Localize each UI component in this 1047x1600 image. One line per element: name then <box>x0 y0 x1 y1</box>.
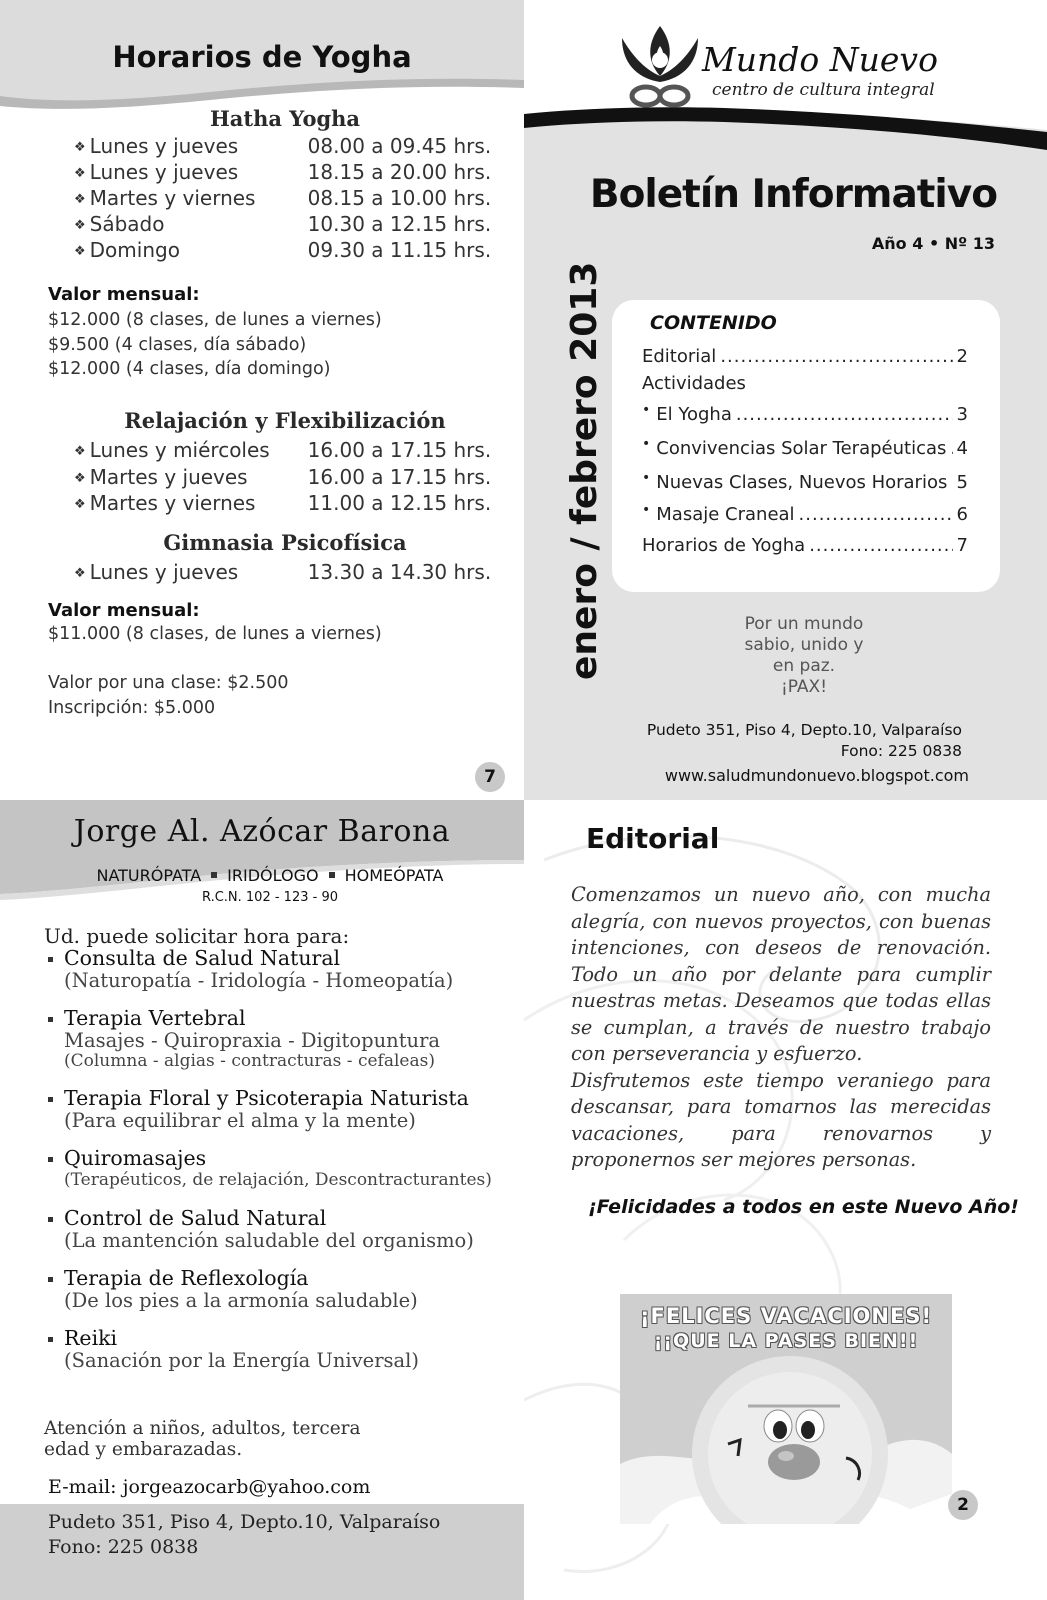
toc-page: 4 <box>956 438 968 459</box>
separator-icon <box>329 872 335 878</box>
service-title: Control de Salud Natural <box>48 1206 474 1230</box>
bullet-icon: • <box>642 402 651 418</box>
editorial-page <box>524 800 1047 1600</box>
contact-block <box>647 720 962 762</box>
diamond-bullet-icon: ❖ <box>74 166 86 181</box>
toc-label: Editorial <box>642 346 717 367</box>
profession-iridologo: IRIDÓLOGO <box>227 866 319 885</box>
toc-heading: CONTENIDO <box>650 312 777 334</box>
toc-entry[interactable] <box>642 504 968 525</box>
table-of-contents <box>612 300 1000 592</box>
bullet-icon: • <box>642 502 651 518</box>
brand-name: Mundo Nuevo <box>702 40 938 79</box>
issue-number: Año 4 • Nº 13 <box>871 234 995 253</box>
diamond-bullet-icon: ❖ <box>74 192 86 207</box>
toc-entry[interactable] <box>642 535 968 556</box>
diamond-bullet-icon: ❖ <box>74 497 86 512</box>
service-detail: (De los pies a la armonía saludable) <box>64 1289 418 1312</box>
service-item <box>48 1146 492 1191</box>
service-title: Reiki <box>48 1326 419 1350</box>
schedule-row <box>74 465 491 491</box>
schedule-day: Martes y viernes <box>89 186 256 210</box>
toc-entry[interactable] <box>642 404 968 425</box>
vacation-image <box>620 1294 952 1524</box>
schedule-time: 08.00 a 09.45 hrs. <box>307 134 492 158</box>
attention-note <box>44 1418 361 1460</box>
profession-naturopata: NATURÓPATA <box>96 866 202 885</box>
motto-line: Por un mundo <box>744 614 864 634</box>
registration-number: R.C.N. 102 - 123 - 90 <box>202 890 338 905</box>
motto-line: sabio, unido y <box>744 635 864 655</box>
page-number-2: 2 <box>948 1490 978 1520</box>
practitioner-contact <box>48 1510 440 1560</box>
service-detail: (Terapéuticos, de relajación, Descontracturantes) <box>64 1170 492 1190</box>
schedule-row <box>74 186 491 212</box>
toc-entry[interactable] <box>642 438 968 459</box>
smiling-sun-icon <box>620 1294 952 1524</box>
address: Pudeto 351, Piso 4, Depto.10, Valparaíso <box>48 1511 441 1533</box>
schedule-day: Lunes y miércoles <box>89 438 270 462</box>
price-line: $11.000 (8 clases, de lunes a viernes) <box>48 624 382 644</box>
toc-label: Horarios de Yogha <box>642 535 806 556</box>
toc-page: 5 <box>956 472 968 493</box>
lotus-logo-icon <box>620 22 700 114</box>
schedule-row <box>74 134 491 160</box>
toc-page: 6 <box>956 504 968 525</box>
practitioner-page <box>0 800 524 1600</box>
toc-label: Convivencias Solar Terapéuticas <box>656 438 947 459</box>
editorial-body <box>571 882 991 1174</box>
attention-line: Atención a niños, adultos, tercera <box>44 1418 361 1439</box>
bulletin-title: Boletín Informativo <box>589 172 997 217</box>
toc-leader <box>951 472 952 493</box>
schedule-day: Lunes y jueves <box>89 560 239 584</box>
phone: Fono: 225 0838 <box>840 742 962 760</box>
service-detail: (La mantención saludable del organismo) <box>64 1229 474 1252</box>
email-link[interactable]: E-mail: jorgeazocarb@yahoo.com <box>48 1476 371 1498</box>
service-item <box>48 1266 418 1311</box>
schedule-time: 11.00 a 12.15 hrs. <box>307 491 492 515</box>
toc-page: 3 <box>956 404 968 425</box>
service-item <box>48 946 453 991</box>
schedule-row <box>74 438 491 464</box>
diamond-bullet-icon: ❖ <box>74 140 86 155</box>
service-detail: (Naturopatía - Iridología - Homeopatía) <box>64 969 454 992</box>
toc-leader <box>720 346 952 367</box>
editorial-paragraph: Disfrutemos este tiempo veraniego para descansar, para tomarnos las merecidas vacaciones, para renovarnos y proponernos ser mejores personas. <box>571 1068 991 1171</box>
toc-entry[interactable] <box>642 346 968 367</box>
phone: Fono: 225 0838 <box>48 1536 199 1558</box>
service-title: Consulta de Salud Natural <box>48 946 453 970</box>
motto-line: en paz. <box>772 656 836 676</box>
price-line: $12.000 (4 clases, día domingo) <box>48 359 331 379</box>
service-title: Terapia Vertebral <box>48 1006 440 1030</box>
issue-date: enero / febrero 2013 <box>564 261 605 680</box>
toc-leader <box>950 438 952 459</box>
hatha-value-label: Valor mensual: <box>48 284 200 305</box>
cover-page <box>524 0 1047 800</box>
diamond-bullet-icon: ❖ <box>74 218 86 233</box>
relax-title: Relajación y Flexibilización <box>124 408 446 433</box>
vacation-headline: ¡FELICES VACACIONES! <box>639 1304 933 1328</box>
page-number-7: 7 <box>475 762 505 792</box>
price-line: $12.000 (8 clases, de lunes a viernes) <box>48 310 382 330</box>
practitioner-name: Jorge Al. Azócar Barona <box>73 814 451 849</box>
toc-label: Nuevas Clases, Nuevos Horarios <box>656 472 948 493</box>
editorial-title: Editorial <box>586 822 720 855</box>
toc-entry[interactable] <box>642 472 968 493</box>
service-item <box>48 1326 419 1371</box>
service-item <box>48 1086 469 1131</box>
toc-leader <box>799 504 953 525</box>
schedule-row <box>74 212 491 238</box>
bullet-icon: • <box>642 470 651 486</box>
schedule-time: 13.30 a 14.30 hrs. <box>307 560 492 584</box>
service-title: Quiromasajes <box>48 1146 492 1170</box>
diamond-bullet-icon: ❖ <box>74 566 86 581</box>
bullet-icon: • <box>642 436 651 452</box>
service-item <box>48 1006 440 1072</box>
schedule-time: 18.15 a 20.00 hrs. <box>307 160 492 184</box>
separator-icon <box>211 872 217 878</box>
toc-label: El Yogha <box>656 404 732 425</box>
motto-line: ¡PAX! <box>780 677 828 697</box>
service-detail: (Columna - algias - contracturas - cefaleas) <box>64 1051 435 1071</box>
profession-homeopata: HOMEÓPATA <box>344 866 444 885</box>
schedule-time: 16.00 a 17.15 hrs. <box>307 438 492 462</box>
registration-price: Inscripción: $5.000 <box>48 698 216 718</box>
brand-subtitle: centro de cultura integral <box>712 80 935 100</box>
toc-label: Actividades <box>642 373 746 394</box>
schedule-row <box>74 160 491 186</box>
single-class-price: Valor por una clase: $2.500 <box>48 673 289 693</box>
attention-line: edad y embarazadas. <box>44 1439 243 1460</box>
schedule-day: Domingo <box>89 238 180 262</box>
schedule-time: 08.15 a 10.00 hrs. <box>307 186 492 210</box>
schedule-row <box>74 491 491 517</box>
schedule-day: Lunes y jueves <box>89 160 239 184</box>
service-detail: Masajes - Quiropraxia - Digitopuntura <box>64 1029 441 1052</box>
new-year-greeting: ¡Felicidades a todos en este Nuevo Año! <box>588 1196 1019 1218</box>
schedule-row <box>74 238 491 264</box>
professions <box>0 866 524 885</box>
service-title: Terapia Floral y Psicoterapia Naturista <box>48 1086 469 1110</box>
gym-title: Gimnasia Psicofísica <box>163 530 407 555</box>
services-intro: Ud. puede solicitar hora para: <box>44 924 350 948</box>
toc-leader <box>809 535 952 556</box>
motto <box>704 614 904 698</box>
vacation-subheadline: ¡¡QUE LA PASES BIEN!! <box>653 1330 919 1352</box>
toc-page: 7 <box>956 535 968 556</box>
service-title: Terapia de Reflexología <box>48 1266 418 1290</box>
schedule-time: 16.00 a 17.15 hrs. <box>307 464 492 489</box>
toc-label: Masaje Craneal <box>656 504 795 525</box>
address: Pudeto 351, Piso 4, Depto.10, Valparaíso <box>646 721 962 739</box>
schedule-row <box>74 560 491 586</box>
hatha-title: Hatha Yogha <box>209 106 361 131</box>
schedule-day: Martes y viernes <box>89 491 256 515</box>
toc-page: 2 <box>956 346 968 367</box>
diamond-bullet-icon: ❖ <box>74 244 86 259</box>
schedule-page <box>0 0 524 800</box>
diamond-bullet-icon: ❖ <box>74 470 86 486</box>
service-detail: (Sanación por la Energía Universal) <box>64 1349 420 1372</box>
schedule-day: Sábado <box>89 212 165 236</box>
schedule-title: Horarios de Yogha <box>112 40 412 74</box>
service-item <box>48 1206 474 1251</box>
editorial-paragraph: Comenzamos un nuevo año, con mucha alegría, con nuevos proyectos, con buenas intenciones, con deseos de renovación. Todo un año por delante para cumplir nuestras metas. Deseamos que todas ellas se cumplan, a través de nuestro trabajo con perseverancia y esfuerzo. <box>571 883 991 1065</box>
schedule-day: Lunes y jueves <box>89 134 239 158</box>
schedule-time: 09.30 a 11.15 hrs. <box>307 238 492 262</box>
website-link[interactable]: www.saludmundonuevo.blogspot.com <box>664 766 969 785</box>
price-line: $9.500 (4 clases, día sábado) <box>48 334 307 355</box>
diamond-bullet-icon: ❖ <box>74 444 86 459</box>
schedule-day: Martes y jueves <box>89 464 248 489</box>
toc-entry[interactable] <box>642 373 968 394</box>
gym-value-label: Valor mensual: <box>48 600 200 621</box>
toc-leader <box>736 404 953 425</box>
schedule-time: 10.30 a 12.15 hrs. <box>307 212 492 236</box>
service-detail: (Para equilibrar el alma y la mente) <box>64 1109 416 1132</box>
